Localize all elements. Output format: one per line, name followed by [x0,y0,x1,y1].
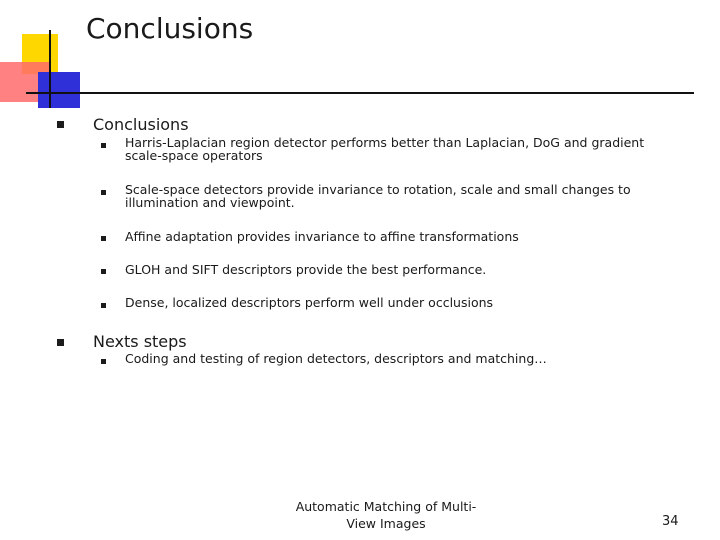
bullet-square-icon [57,121,64,128]
page-number: 34 [662,514,679,529]
decor-blue-square [38,72,80,108]
bullet-square-icon [101,303,106,308]
list-item: Affine adaptation provides invariance to affine transformations [125,229,519,244]
bullet-square-icon [101,143,106,148]
decor-vertical-line [49,30,51,108]
section-heading-conclusions: Conclusions [93,115,189,134]
footer-text: Automatic Matching of Multi-View Images [295,499,477,531]
bullet-square-icon [101,269,106,274]
list-item: Harris-Laplacian region detector performs better than Laplacian, DoG and gradient scale-space operators [125,135,645,163]
title-divider-line [26,92,694,94]
page-title: Conclusions [86,12,254,45]
bullet-square-icon [101,236,106,241]
list-item: Coding and testing of region detectors, descriptors and matching… [125,351,547,366]
bullet-square-icon [101,190,106,195]
list-item: Scale-space detectors provide invariance to rotation, scale and small changes to illumination and viewpoint. [125,182,631,210]
section-heading-next-steps: Nexts steps [93,332,187,351]
list-item: Dense, localized descriptors perform well under occlusions [125,295,494,310]
list-item: GLOH and SIFT descriptors provide the best performance. [125,262,487,277]
bullet-square-icon [101,359,106,364]
bullet-square-icon [57,339,64,346]
